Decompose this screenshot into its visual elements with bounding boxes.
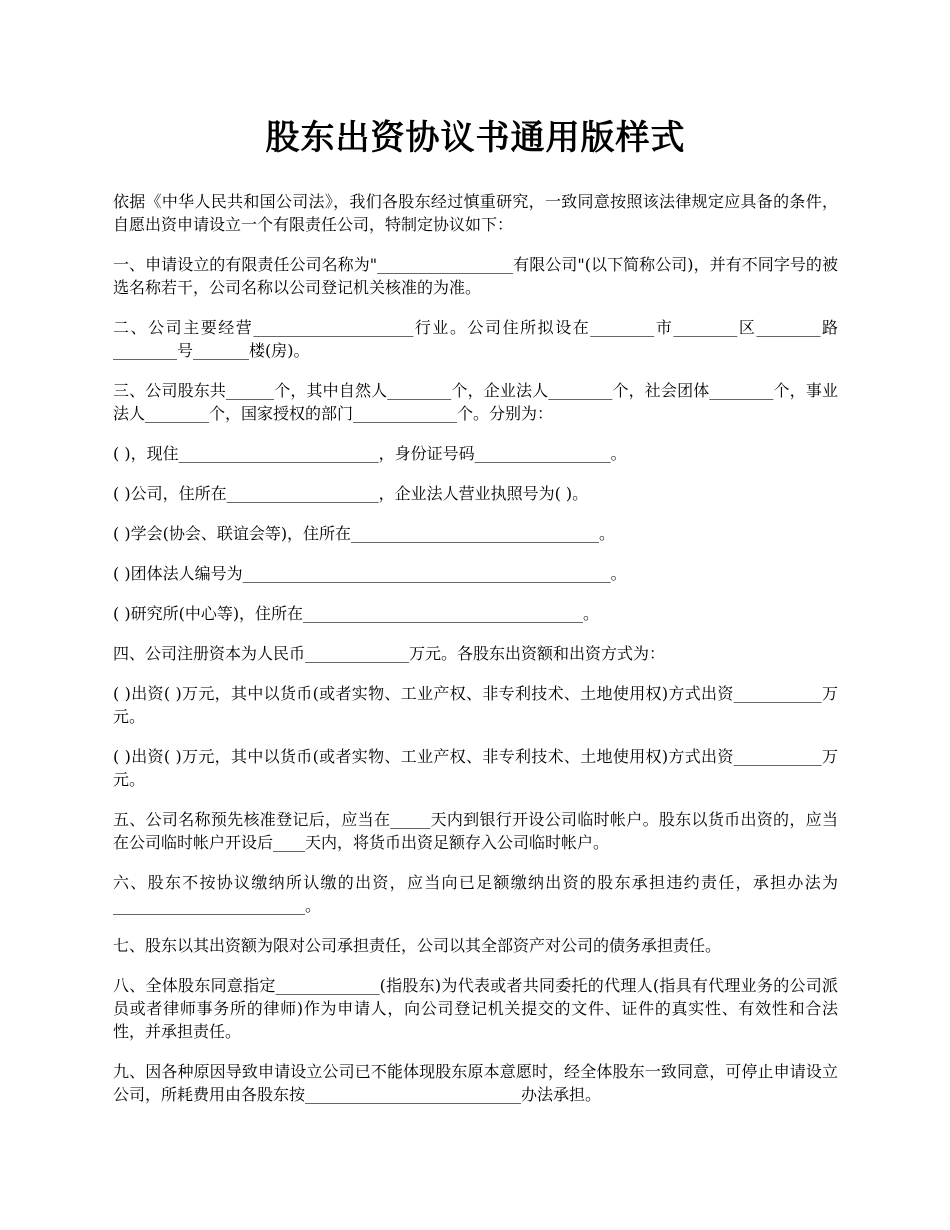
contribution-line-2: ( )出资( )万元，其中以货币(或者实物、工业产权、非专利技术、土地使用权)方式出资___________万元。 [113,747,838,789]
shareholder-group-line: ( )团体法人编号为______________________________________________。 [113,564,627,583]
clause-9-paragraph: 九、因各种原因导致申请设立公司已不能体现股东原本意愿时，经全体股东一致同意，可停止申请设立公司，所耗费用由各股东按___________________________办法承担。 [113,1062,838,1104]
shareholder-person-line: ( )，现住_________________________，身份证号码_________________。 [113,444,627,463]
clause-7-paragraph: 七、股东以其出资额为限对公司承担责任，公司以其全部资产对公司的债务承担责任。 [113,936,722,955]
clause-4-paragraph: 四、公司注册资本为人民币_____________万元。各股东出资额和出资方式为： [113,644,666,663]
contribution-line-1: ( )出资( )万元，其中以货币(或者实物、工业产权、非专利技术、土地使用权)方式出资___________万元。 [113,684,838,726]
clause-6-paragraph: 六、股东不按协议缴纳所认缴的出资，应当向已足额缴纳出资的股东承担违约责任，承担办法为________________________。 [113,873,838,915]
clause-5-paragraph: 五、公司名称预先核准登记后，应当在_____天内到银行开设公司临时帐户。股东以货币出资的，应当在公司临时帐户开设后____天内，将货币出资足额存入公司临时帐户。 [113,810,838,852]
shareholder-institute-line: ( )研究所(中心等)，住所在___________________________________。 [113,604,600,623]
clause-1-paragraph: 一、申请设立的有限责任公司名称为"_________________有限公司"(以下简称公司)，并有不同字号的被选名称若干，公司名称以公司登记机关核准的为准。 [113,255,838,297]
document-title: 股东出资协议书通用版样式 [265,118,686,158]
clause-8-paragraph: 八、全体股东同意指定_____________(指股东)为代表或者共同委托的代理人(指具有代理业务的公司派员或者律师事务所的律师)作为申请人，向公司登记机关提交的文件、证件的真实性、有效性和合法性，并承担责任。 [113,976,838,1041]
shareholder-society-line: ( )学会(协会、联谊会等)，住所在_______________________________。 [113,524,616,543]
clause-3-paragraph: 三、公司股东共______个，其中自然人________个，企业法人________个，社会团体________个，事业法人________个，国家授权的部门_____________个。分别为： [113,381,838,423]
preamble-paragraph: 依据《中华人民共和国公司法》，我们各股东经过慎重研究，一致同意按照该法律规定应具备的条件，自愿出资申请设立一个有限责任公司，特制定协议如下： [113,192,838,234]
clause-2-paragraph: 二、公司主要经营____________________行业。公司住所拟设在________市________区________路________号_______楼(房)。 [113,318,838,360]
shareholder-company-line: ( )公司，住所在___________________，企业法人营业执照号为( )。 [113,484,589,503]
